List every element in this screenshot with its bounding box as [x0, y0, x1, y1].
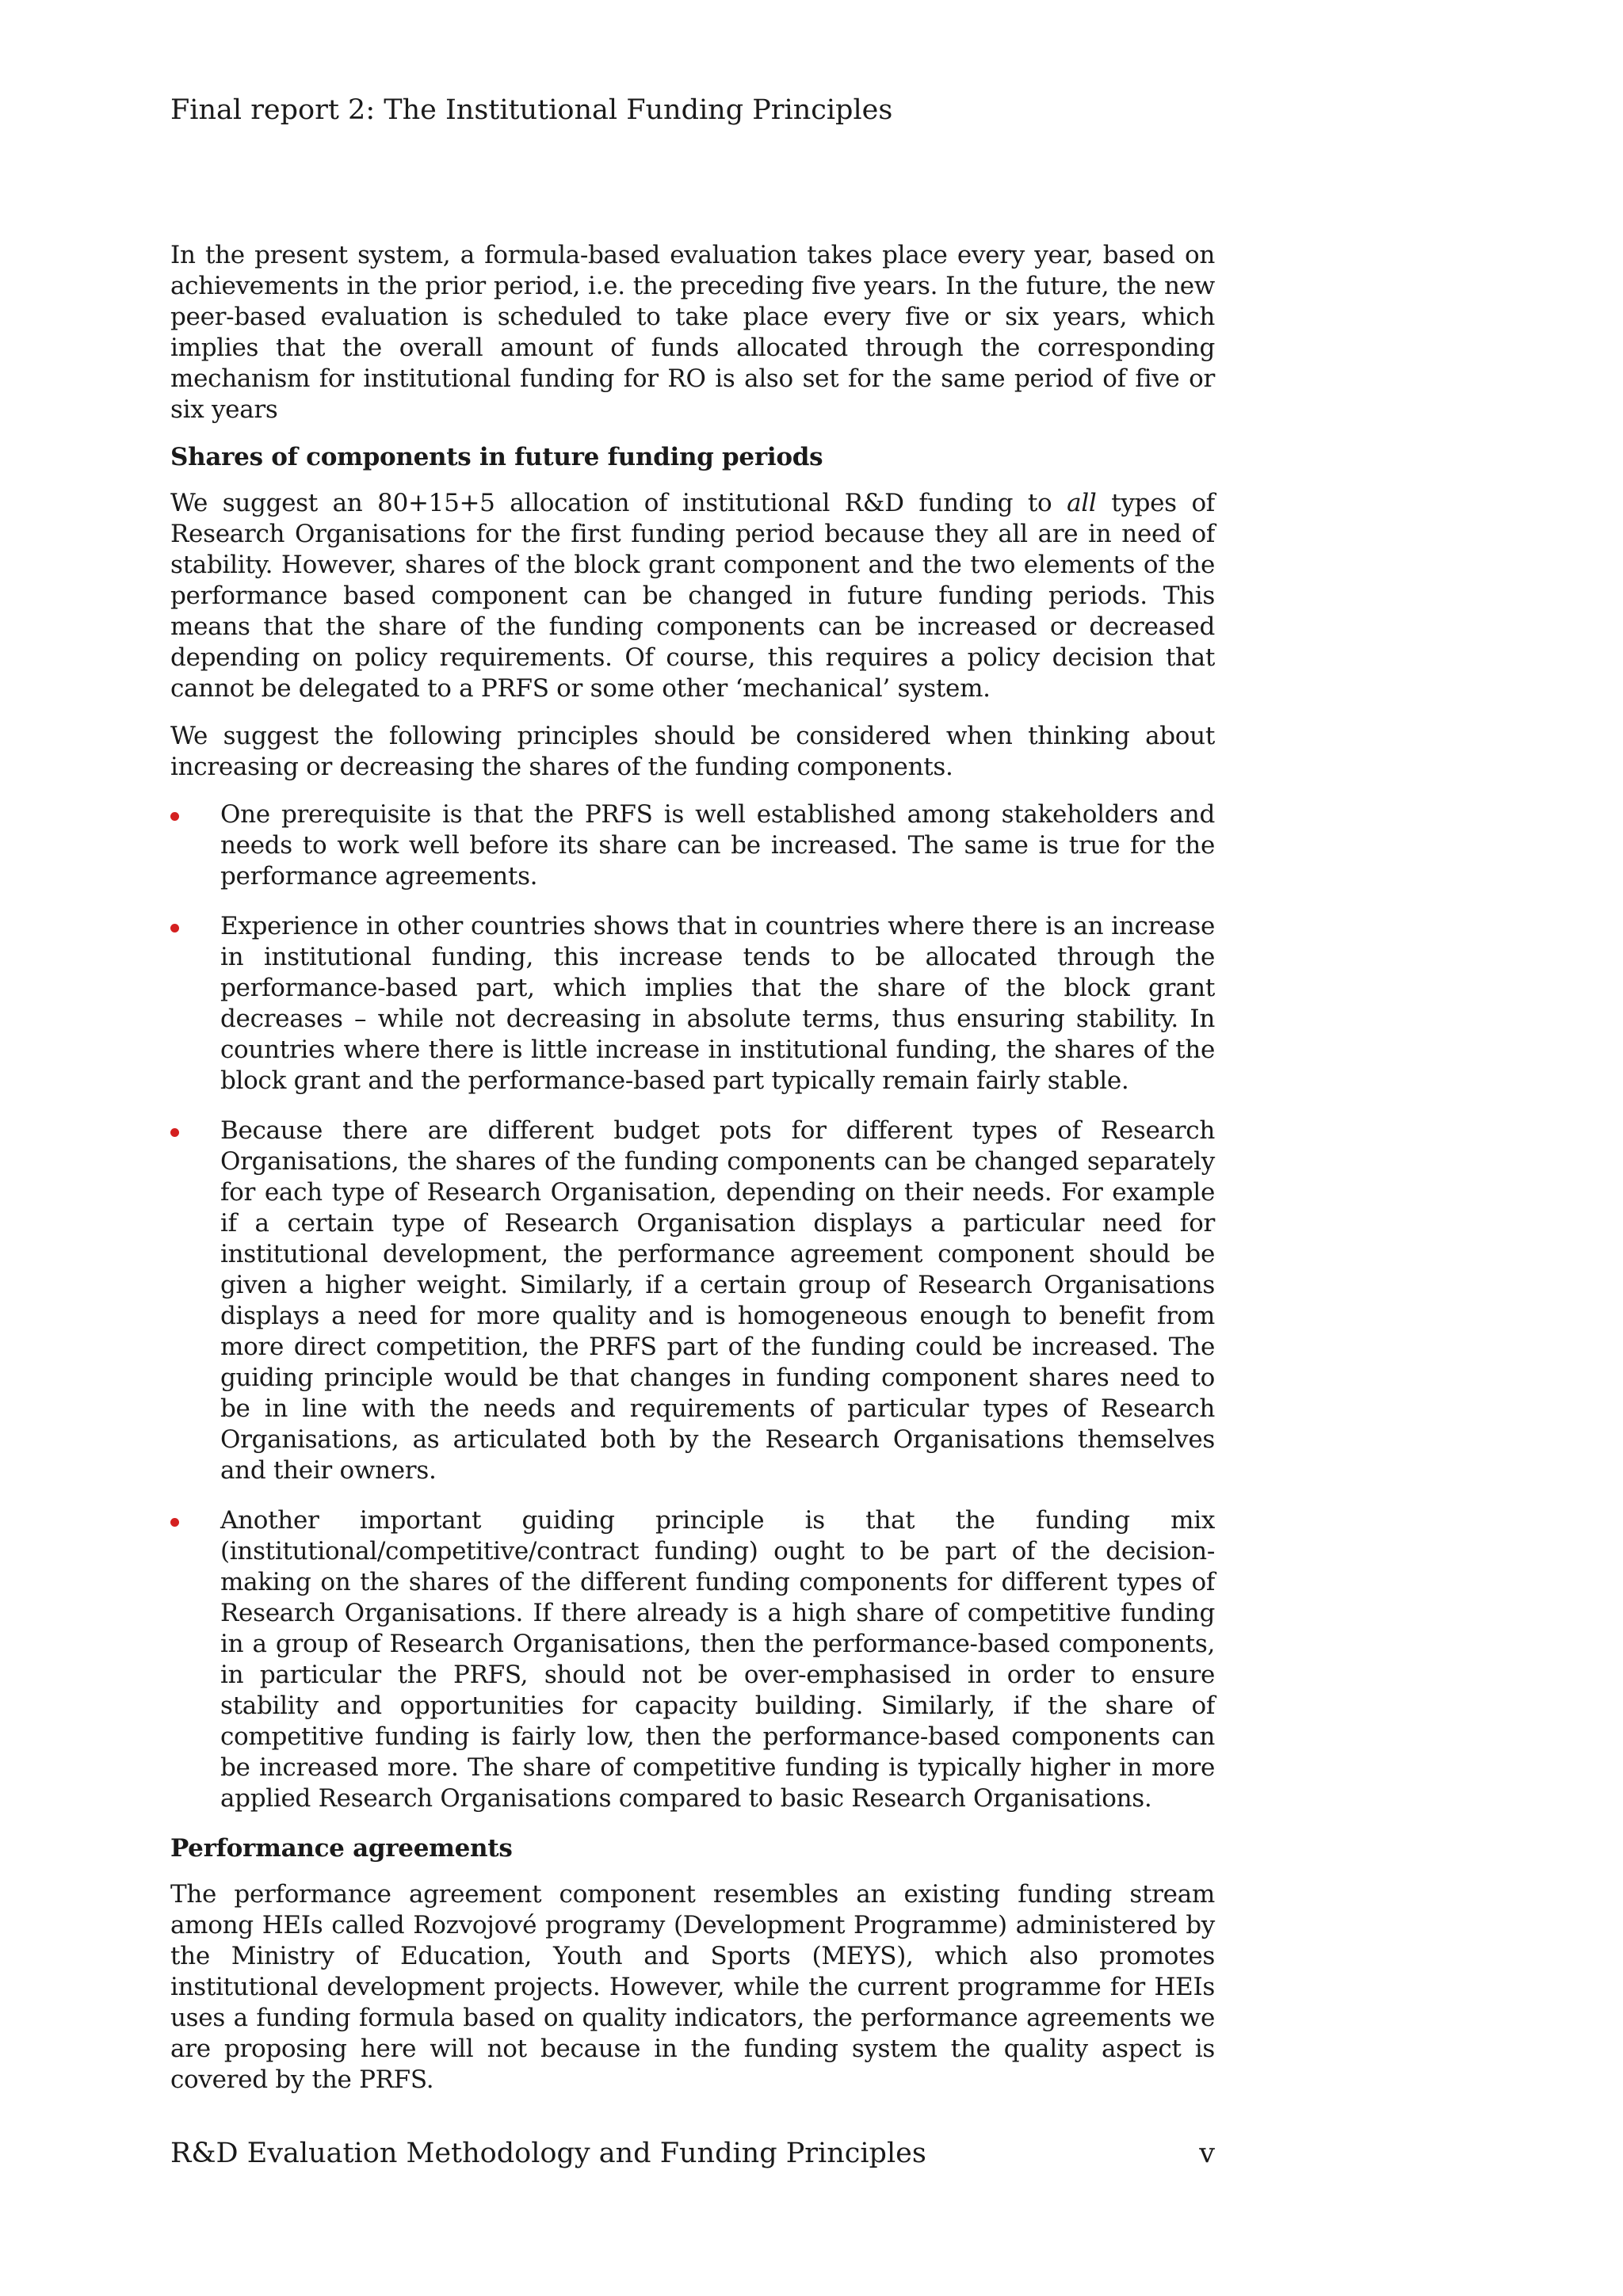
list-item [170, 911, 1215, 1097]
paragraph-present-system: In the present system, a formula-based evaluation takes place every year, based on achievements in the prior period, i.e. the preceding five years. In the future, the new peer-based evaluation is scheduled to take place every five or six years, which implies that the overall amount of funds allocated through the corresponding mechanism for institutional funding for RO is also set for the same period of five or six years [170, 241, 1215, 424]
document-body [170, 240, 1215, 2112]
list-item [170, 799, 1215, 892]
bullet-icon [170, 1518, 179, 1527]
section-heading-performance-agreements: Performance agreements [170, 1834, 513, 1863]
paragraph-allocation-part-1: We suggest an 80+15+5 allocation of institutional R&D funding to [170, 489, 1067, 517]
running-header: Final report 2: The Institutional Funding Principles [170, 94, 893, 126]
list-item-text: Experience in other countries shows that in countries where there is an increase in institutional funding, this increase tends to be allocated through the performance-based part, which implies that the share of the block grant decreases – while not decreasing in absolute terms, thus ensuring stability. In countries where there is little increase in institutional funding, the shares of the block grant and the performance-based part typically remain fairly stable. [220, 912, 1215, 1095]
page-number: v [1199, 2138, 1215, 2169]
list-item-text: Another important guiding principle is that the funding mix (institutional/competitive/contract funding) ought to be part of the decision-making on the shares of the different funding components for different types of Research Organisations. If there already is a high share of competitive funding in a group of Research Organisations, then the performance-based components, in particular the PRFS, should not be over-emphasised in order to ensure stability and opportunities for capacity building. Similarly, if the share of competitive funding is fairly low, then the performance-based components can be increased more. The share of competitive funding is typically higher in more applied Research Organisations compared to basic Research Organisations. [220, 1506, 1215, 1813]
list-item [170, 1116, 1215, 1486]
bullet-icon [170, 1128, 179, 1137]
paragraph-performance-agreements: The performance agreement component resembles an existing funding stream among HEIs called Rozvojové programy (Development Programme) administered by the Ministry of Education, Youth and Sports (MEYS), which also promotes institutional development projects. However, while the current programme for HEIs uses a funding formula based on quality indicators, the performance agreements we are proposing here will not because in the funding system the quality aspect is covered by the PRFS. [170, 1880, 1215, 2094]
emphasis-all: all [1067, 489, 1097, 517]
footer-title: R&D Evaluation Methodology and Funding Principles [170, 2138, 926, 2169]
principles-list [170, 799, 1215, 1814]
bullet-icon [170, 924, 179, 933]
paragraph-allocation-part-2: types of Research Organisations for the first funding period because they all are in need of stability. However, shares of the block grant component and the two elements of the performance based component can be changed in future funding periods. This means that the share of the funding components can be increased or decreased depending on policy requirements. Of course, this requires a policy decision that cannot be delegated to a PRFS or some other ‘mechanical’ system. [170, 489, 1215, 703]
list-item-text: Because there are different budget pots for different types of Research Organisations, the shares of the funding components can be changed separately for each type of Research Organisation, depending on their needs. For example if a certain type of Research Organisation displays a particular need for institutional development, the performance agreement component should be given a higher weight. Similarly, if a certain group of Research Organisations displays a need for more quality and is homogeneous enough to benefit from more direct competition, the PRFS part of the funding could be increased. The guiding principle would be that changes in funding component shares need to be in line with the needs and requirements of particular types of Research Organisations, as articulated both by the Research Organisations themselves and their owners. [220, 1116, 1215, 1485]
paragraph-allocation [170, 488, 1215, 704]
list-item [170, 1505, 1215, 1814]
list-item-text: One prerequisite is that the PRFS is well established among stakeholders and needs to work well before its share can be increased. The same is true for the performance agreements. [220, 800, 1215, 891]
section-heading-shares: Shares of components in future funding periods [170, 443, 823, 471]
paragraph-principles-intro: We suggest the following principles should be considered when thinking about increasing or decreasing the shares of the funding components. [170, 722, 1215, 781]
bullet-icon [170, 812, 179, 821]
